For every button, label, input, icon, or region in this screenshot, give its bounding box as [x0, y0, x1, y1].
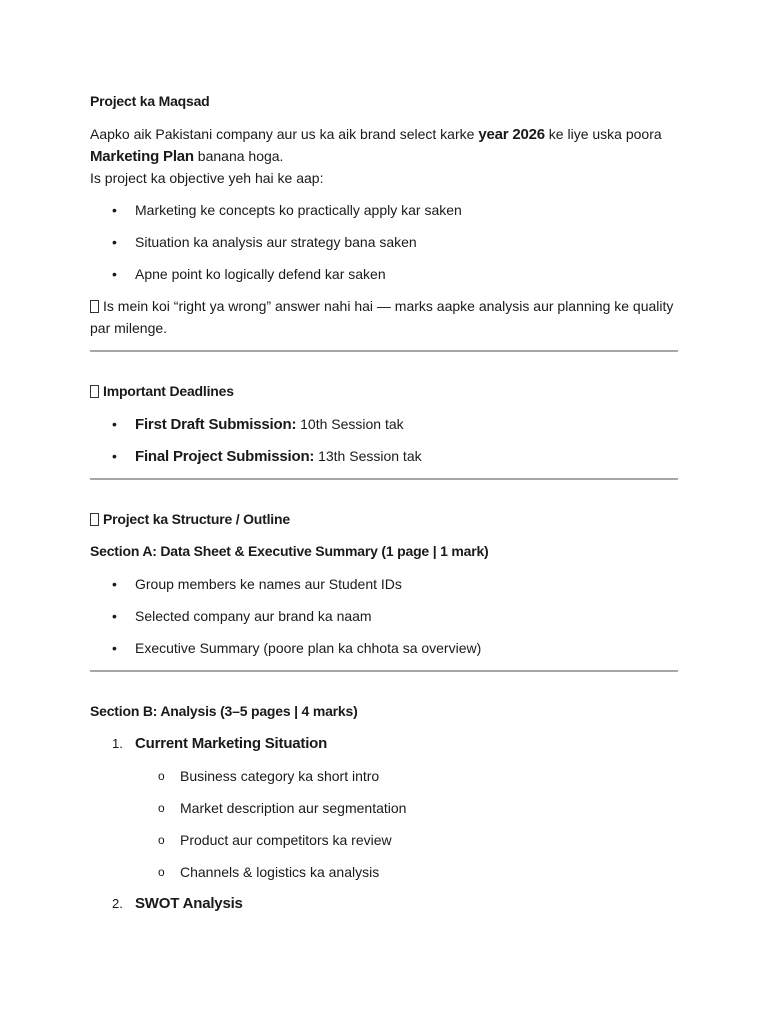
- circle-bullet-icon: o: [158, 833, 165, 847]
- intro-line-3: Is project ka objective yeh hai ke aap:: [90, 170, 324, 186]
- note-line-2: par milenge.: [90, 320, 168, 336]
- structure-heading-text: Project ka Structure / Outline: [103, 511, 290, 527]
- item-number: 2.: [112, 896, 123, 911]
- deadline-label: First Draft Submission:: [135, 416, 297, 433]
- intro-text: Aapko aik Pakistani company aur us ka aik brand select karke: [90, 126, 479, 142]
- numbered-item-title: Current Marketing Situation: [135, 735, 328, 752]
- deadline-value: 13th Session tak: [314, 448, 422, 464]
- bullet-icon: •: [112, 448, 117, 464]
- circle-bullet-icon: o: [158, 769, 165, 783]
- list-item-text: Situation ka analysis aur strategy bana saken: [135, 234, 417, 250]
- intro-marketing-plan-bold: Marketing Plan: [90, 148, 194, 165]
- bullet-icon: •: [112, 608, 117, 624]
- list-item-text: Group members ke names aur Student IDs: [135, 576, 402, 592]
- bullet-icon: •: [112, 234, 117, 250]
- sub-list-item-text: Product aur competitors ka review: [180, 832, 392, 848]
- intro-text: banana hoga.: [193, 148, 284, 164]
- list-item-text: Apne point ko logically defend kar saken: [135, 266, 386, 282]
- intro-text: ke liye uska poora: [544, 126, 662, 142]
- circle-bullet-icon: o: [158, 865, 165, 879]
- note-text: Is mein koi “right ya wrong” answer nahi hai — marks aapke analysis aur planning ke quality: [103, 298, 674, 314]
- note-line-1: [90, 295, 678, 317]
- list-item-text: Executive Summary (poore plan ka chhota sa overview): [135, 640, 482, 656]
- deadlines-heading: [90, 383, 234, 399]
- intro-line-1: [90, 123, 662, 146]
- missing-glyph-icon: [90, 300, 99, 313]
- missing-glyph-icon: [90, 385, 99, 398]
- bullet-icon: •: [112, 576, 117, 592]
- sub-list-item-text: Market description aur segmentation: [180, 800, 407, 816]
- deadline-label: Final Project Submission:: [135, 448, 315, 465]
- section-b-heading: Section B: Analysis (3–5 pages | 4 marks): [90, 703, 358, 719]
- sub-list-item-text: Business category ka short intro: [180, 768, 380, 784]
- bullet-icon: •: [112, 416, 117, 432]
- list-item-text: Selected company aur brand ka naam: [135, 608, 372, 624]
- horizontal-divider: [90, 350, 678, 352]
- bullet-icon: •: [112, 202, 117, 218]
- bullet-icon: •: [112, 266, 117, 282]
- list-item-text: Marketing ke concepts ko practically apply kar saken: [135, 202, 462, 218]
- deadlines-heading-text: Important Deadlines: [103, 383, 234, 399]
- intro-year-bold: year 2026: [478, 126, 545, 143]
- bullet-icon: •: [112, 640, 117, 656]
- horizontal-divider: [90, 478, 678, 480]
- sub-list-item-text: Channels & logistics ka analysis: [180, 864, 380, 880]
- structure-heading: [90, 511, 290, 527]
- numbered-item-title: SWOT Analysis: [135, 895, 243, 912]
- missing-glyph-icon: [90, 513, 99, 526]
- item-number: 1.: [112, 736, 123, 751]
- intro-line-2: [90, 145, 283, 168]
- title-project-maqsad: Project ka Maqsad: [90, 93, 210, 109]
- horizontal-divider: [90, 670, 678, 672]
- deadline-value: 10th Session tak: [296, 416, 404, 432]
- circle-bullet-icon: o: [158, 801, 165, 815]
- section-a-heading: Section A: Data Sheet & Executive Summary (1 page | 1 mark): [90, 543, 489, 559]
